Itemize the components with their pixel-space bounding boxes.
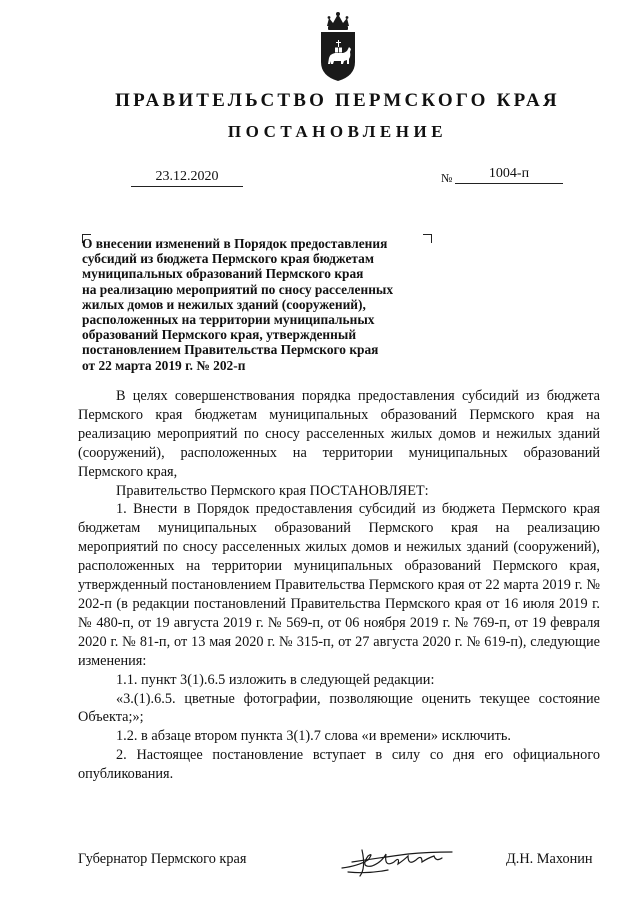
document-body	[78, 387, 600, 784]
document-number: 1004-п	[455, 166, 563, 184]
signatory-position: Губернатор Пермского края	[78, 851, 247, 867]
coat-of-arms-icon	[318, 12, 358, 82]
title-line: муниципальных образований Пермского края	[82, 266, 364, 282]
title-line: от 22 марта 2019 г. № 202-п	[82, 357, 246, 373]
body-paragraph: 1. Внести в Порядок предоставления субсидий из бюджета Пермского края бюджетам муниципальных образований Пермского края на реализацию мероприятий по сносу расселенных жилых домов и нежилых зданий (сооружений), расположенных на территории муниципальных образований Пермского края, утвержденный постановлением Правительства Пермского края от 22 марта 2019 г. № 202-п (в редакции постановлений Правительства Пермского края от 16 июля 2019 г. № 480-п, от 19 августа 2019 г. № 569-п, от 06 ноября 2019 г. № 769-п, от 19 февраля 2020 г. № 81-п, от 13 мая 2020 г. № 315-п, от 27 августа 2020 г. № 619-п), следующие изменения:	[78, 501, 600, 669]
title-line: жилых домов и нежилых зданий (сооружений),	[82, 296, 366, 312]
title-line: О внесении изменений в Порядок предоставления	[82, 236, 388, 251]
title-line: постановлением Правительства Пермского края	[82, 342, 379, 358]
signature-image	[338, 838, 458, 880]
number-sign: №	[441, 171, 453, 185]
body-paragraph: В целях совершенствования порядка предоставления субсидий из бюджета Пермского края бюджетам муниципальных образований Пермского края на реализацию мероприятий по сносу расселенных жилых домов и нежилых зданий (сооружений), расположенных на территории муниципальных образований Пермского края,	[78, 388, 600, 480]
body-paragraph: 2. Настоящее постановление вступает в силу со дня его официального опубликования.	[78, 747, 600, 783]
body-paragraph: 1.2. в абзаце втором пункта 3(1).7 слова «и времени» исключить.	[116, 728, 511, 745]
title-line: на реализацию мероприятий по сносу расселенных	[82, 281, 394, 297]
title-line: расположенных на территории муниципальных	[82, 312, 375, 328]
document-date: 23.12.2020	[131, 169, 243, 187]
body-paragraph: Правительство Пермского края ПОСТАНОВЛЯЕТ:	[116, 482, 429, 499]
title-line: образований Пермского края, утвержденный	[82, 327, 357, 343]
signatory-name: Д.Н. Махонин	[506, 851, 593, 867]
body-paragraph: 1.1. пункт 3(1).6.5 изложить в следующей редакции:	[116, 671, 435, 688]
body-paragraph: «3.(1).6.5. цветные фотографии, позволяющие оценить текущее состояние Объекта;»;	[78, 690, 600, 726]
document-type: ПОСТАНОВЛЕНИЕ	[227, 122, 448, 141]
government-title: ПРАВИТЕЛЬСТВО ПЕРМСКОГО КРАЯ	[115, 90, 560, 111]
document-title	[82, 236, 462, 373]
title-line: субсидий из бюджета Пермского края бюджетам	[82, 251, 374, 267]
